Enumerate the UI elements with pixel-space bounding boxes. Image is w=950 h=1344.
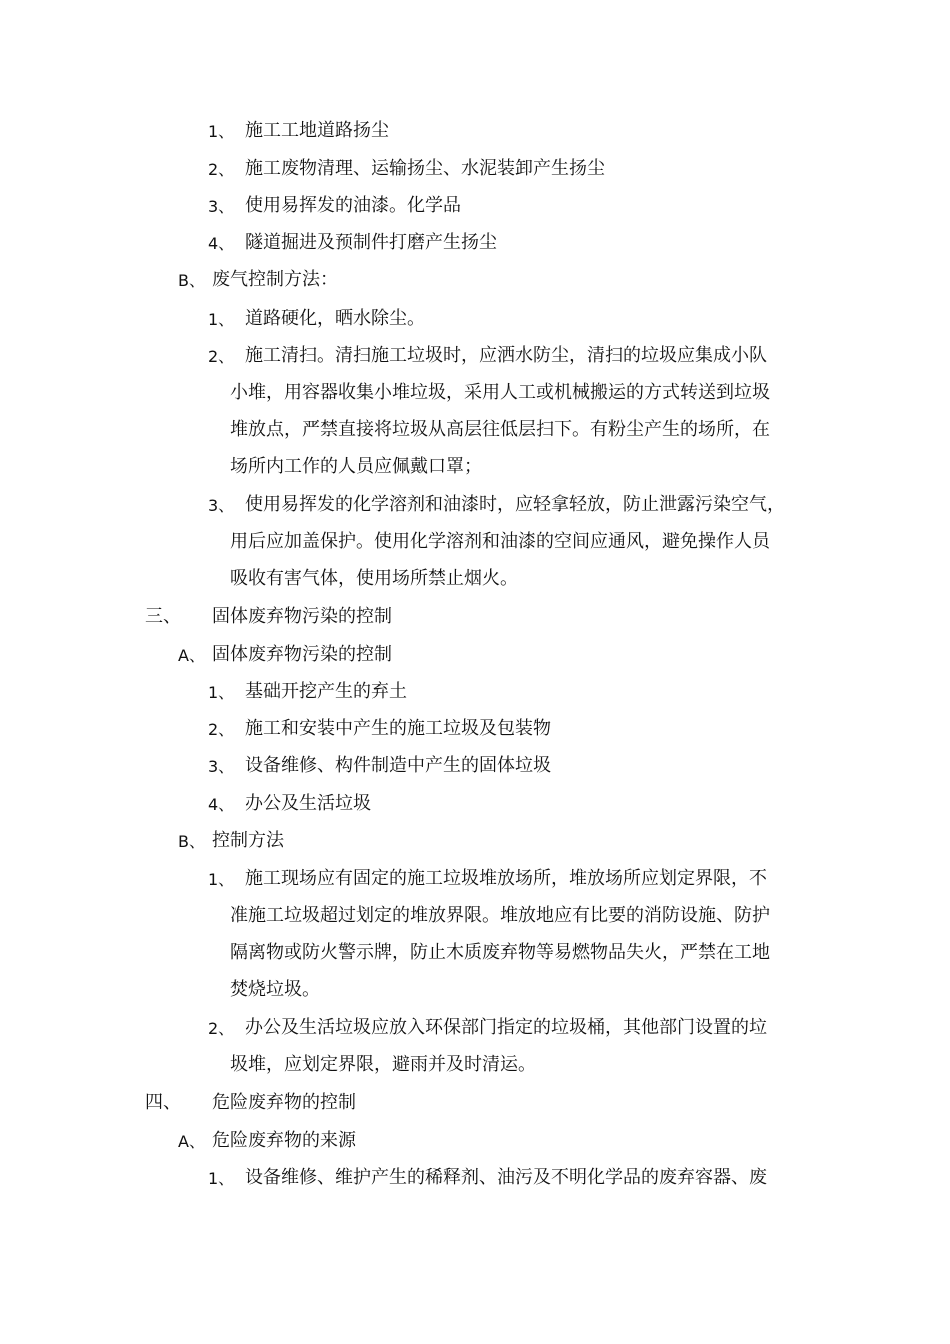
list-item-text: 办公及生活垃圾应放入环保部门指定的垃圾桶，其他部门设置的垃 xyxy=(245,1017,767,1038)
list-item-text: 用后应加盖保护。使用化学溶剂和油漆的空间应通风，避免操作人员 xyxy=(230,531,770,552)
list-marker: 4、 xyxy=(208,234,235,253)
list-marker: 1、 xyxy=(208,122,235,141)
list-item-text: 施工工地道路扬尘 xyxy=(245,120,389,141)
list-marker: 2、 xyxy=(208,720,235,739)
list-item-text: 隔离物或防火警示牌，防止木质废弃物等易燃物品失火，严禁在工地 xyxy=(230,942,770,963)
section-heading: 控制方法 xyxy=(212,830,284,851)
list-marker: 1、 xyxy=(208,310,235,329)
list-item-text: 焚烧垃圾。 xyxy=(230,979,320,1000)
list-item-text: 施工现场应有固定的施工垃圾堆放场所，堆放场所应划定界限，不 xyxy=(245,868,767,889)
list-item-text: 施工清扫。清扫施工垃圾时，应洒水防尘，清扫的垃圾应集成小队 xyxy=(245,345,767,366)
list-item-text: 隧道掘进及预制件打磨产生扬尘 xyxy=(245,232,497,253)
chapter-marker: 三、 xyxy=(145,606,181,627)
list-item-text: 施工和安装中产生的施工垃圾及包装物 xyxy=(245,718,551,739)
chapter-heading: 固体废弃物污染的控制 xyxy=(212,606,392,627)
section-heading: 固体废弃物污染的控制 xyxy=(212,644,392,665)
section-heading: 废气控制方法： xyxy=(212,269,338,290)
list-item-text: 办公及生活垃圾 xyxy=(245,793,371,814)
list-marker: 4、 xyxy=(208,795,235,814)
section-heading: 危险废弃物的来源 xyxy=(212,1130,356,1151)
list-item-text: 吸收有害气体，使用场所禁止烟火。 xyxy=(230,568,518,589)
list-marker: 1、 xyxy=(208,1169,235,1188)
list-marker: 3、 xyxy=(208,496,235,515)
chapter-heading: 危险废弃物的控制 xyxy=(212,1092,356,1113)
section-marker: B、 xyxy=(178,832,205,851)
list-marker: 2、 xyxy=(208,160,235,179)
list-item-text: 圾堆，应划定界限，避雨并及时清运。 xyxy=(230,1054,536,1075)
list-marker: 1、 xyxy=(208,683,235,702)
list-item-text: 小堆，用容器收集小堆垃圾，采用人工或机械搬运的方式转送到垃圾 xyxy=(230,382,770,403)
list-item-text: 使用易挥发的化学溶剂和油漆时，应轻拿轻放，防止泄露污染空气， xyxy=(245,494,785,515)
list-marker: 3、 xyxy=(208,757,235,776)
list-item-text: 基础开挖产生的弃土 xyxy=(245,681,407,702)
list-item-text: 施工废物清理、运输扬尘、水泥装卸产生扬尘 xyxy=(245,158,605,179)
section-marker: B、 xyxy=(178,271,205,290)
list-marker: 2、 xyxy=(208,1019,235,1038)
list-marker: 1、 xyxy=(208,870,235,889)
list-item-text: 场所内工作的人员应佩戴口罩； xyxy=(230,456,482,477)
list-marker: 2、 xyxy=(208,347,235,366)
list-item-text: 使用易挥发的油漆。化学品 xyxy=(245,195,461,216)
list-item-text: 准施工垃圾超过划定的堆放界限。堆放地应有比要的消防设施、防护 xyxy=(230,905,770,926)
list-marker: 3、 xyxy=(208,197,235,216)
list-item-text: 设备维修、构件制造中产生的固体垃圾 xyxy=(245,755,551,776)
list-item-text: 道路硬化，晒水除尘。 xyxy=(245,308,425,329)
section-marker: A、 xyxy=(178,1132,205,1151)
chapter-marker: 四、 xyxy=(145,1092,181,1113)
list-item-text: 设备维修、维护产生的稀释剂、油污及不明化学品的废弃容器、废 xyxy=(245,1167,767,1188)
list-item-text: 堆放点，严禁直接将垃圾从高层往低层扫下。有粉尘产生的场所，在 xyxy=(230,419,770,440)
section-marker: A、 xyxy=(178,646,205,665)
